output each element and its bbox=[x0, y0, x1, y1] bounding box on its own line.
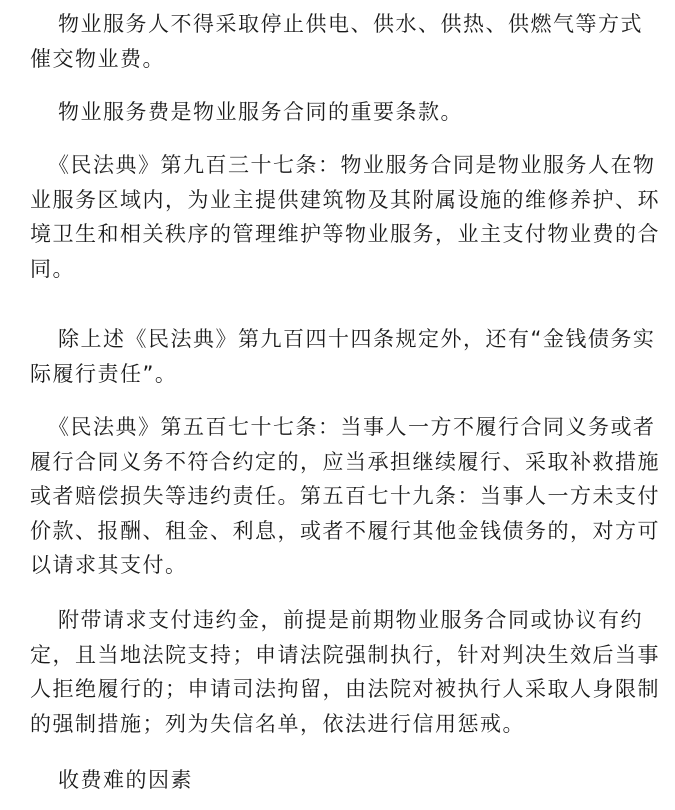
paragraph-article-937: 《民法典》第九百三十七条：物业服务合同是物业服务人在物业服务区域内，为业主提供建筑物及其附属设施的维修养护、环境卫生和相关秩序的管理维护等物业服务，业主支付物业费的合同。 bbox=[30, 153, 660, 281]
section-heading-collection-difficulty: 收费难的因素 bbox=[58, 768, 193, 792]
paragraph-monetary-debt-liability: 除上述《民法典》第九百四十四条规定外，还有“金钱债务实际履行责任”。 bbox=[30, 327, 656, 386]
paragraph-article-577-579: 《民法典》第五百七十七条：当事人一方不履行合同义务或者履行合同义务不符合约定的，应当承担继续履行、采取补救措施或者赔偿损失等违约责任。第五百七十九条：当事人一方未支付价款、报酬、租金、利息，或者不履行其他金钱债务的，对方可以请求其支付。 bbox=[30, 415, 660, 577]
paragraph-service-fee-clause: 物业服务费是物业服务合同的重要条款。 bbox=[58, 100, 463, 124]
paragraph-enforcement-measures: 附带请求支付违约金，前提是前期物业服务合同或协议有约定，且当地法院支持；申请法院强制执行，针对判决生效后当事人拒绝履行的；申请司法拘留，由法院对被执行人采取人身限制的强制措施；列为失信名单，依法进行信用惩戒。 bbox=[30, 608, 660, 736]
paragraph-no-utility-cutoff: 物业服务人不得采取停止供电、供水、供热、供燃气等方式催交物业费。 bbox=[30, 12, 643, 71]
